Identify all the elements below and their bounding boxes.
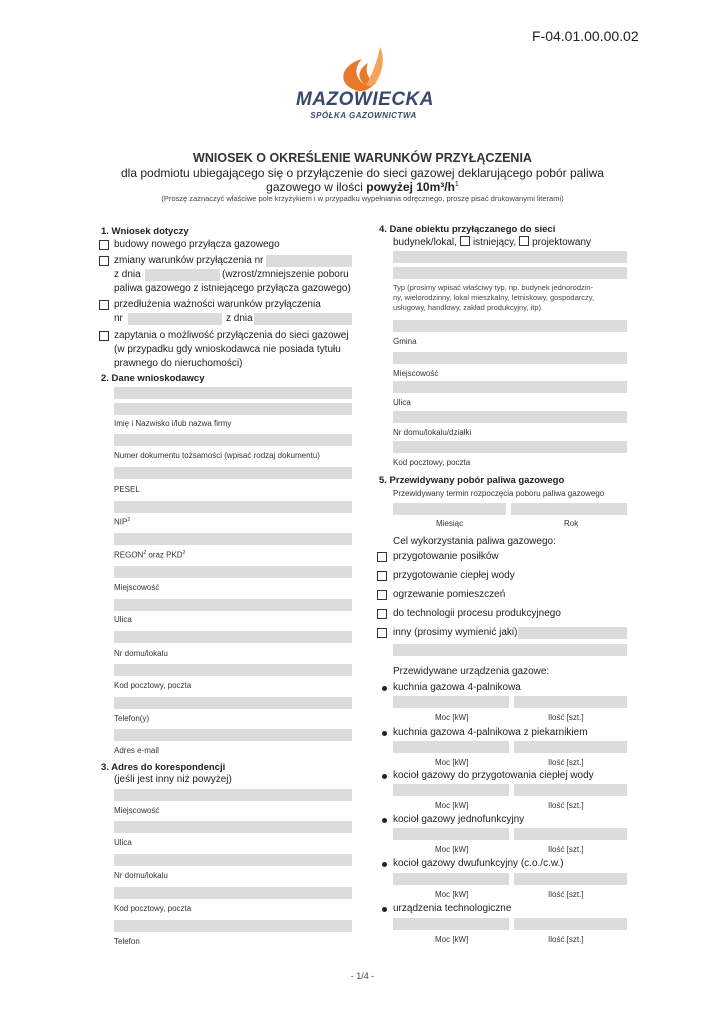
applicant-city-field[interactable] [114, 566, 352, 578]
device-2-power-label: Moc [kW] [435, 758, 469, 767]
device-1-qty-label: Ilość [szt.] [548, 713, 584, 722]
applicant-house-label: Nr domu/lokalu [114, 649, 168, 658]
nip-sup: 2 [127, 517, 131, 523]
object-postal-label: Kod pocztowy, poczta [393, 458, 471, 467]
bullet-icon [382, 862, 387, 867]
subtitle-bold: powyżej 10m³/h [366, 180, 455, 194]
section-2-heading: 2. Dane wnioskodawcy [101, 373, 205, 384]
start-term-label: Przewidywany termin rozpoczęcia poboru paliwa gazowego [393, 489, 605, 498]
object-house-field[interactable] [393, 411, 627, 423]
device-1-label: kuchnia gazowa 4-palnikowa [393, 682, 521, 693]
purpose-heating: ogrzewanie pomieszczeń [393, 589, 506, 600]
corr-house-field[interactable] [114, 854, 352, 866]
applicant-name-field-1[interactable] [114, 387, 352, 399]
checkbox-existing[interactable] [460, 236, 470, 246]
change-note-2: paliwa gazowego z istniejącego przyłącza gazowego) [114, 283, 351, 294]
checkbox-projected[interactable] [519, 236, 529, 246]
device-3-power-label: Moc [kW] [435, 801, 469, 810]
device-5-label: kocioł gazowy dwufunkcyjny (c.o./c.w.) [393, 858, 564, 869]
logo-name: MAZOWIECKA [296, 89, 434, 110]
device-4-power-field[interactable] [393, 828, 509, 840]
device-6-label: urządzenia technologiczne [393, 903, 512, 914]
corr-postal-label: Kod pocztowy, poczta [114, 904, 192, 913]
inquiry-note-1: (w przypadku gdy wnioskodawca nie posiada tytułu [114, 344, 341, 355]
device-6-qty-label: Ilość [szt.] [548, 935, 584, 944]
purpose-meals: przygotowanie posiłków [393, 551, 499, 562]
device-6-power-field[interactable] [393, 918, 509, 930]
form-subtitle-2 [0, 180, 725, 194]
change-note-1: (wzrost/zmniejszenie poboru [222, 269, 349, 280]
device-2-qty-label: Ilość [szt.] [548, 758, 584, 767]
pkd-sup: 2 [182, 550, 186, 556]
device-4-label: kocioł gazowy jednofunkcyjny [393, 814, 525, 825]
regon-text: REGON [114, 550, 144, 560]
option-change-conditions: zmiany warunków przyłączenia nr [114, 255, 264, 266]
checkbox-production[interactable] [377, 609, 387, 619]
object-type-field-1[interactable] [393, 251, 627, 263]
object-commune-label: Gmina [393, 337, 417, 346]
option-inquiry: zapytania o możliwość przyłączenia do sieci gazowej [114, 330, 349, 341]
purpose-other-field-1[interactable] [518, 627, 627, 639]
device-5-power-field[interactable] [393, 873, 509, 885]
section-3-note: (jeśli jest inny niż powyżej) [114, 774, 232, 785]
corr-house-label: Nr domu/lokalu [114, 871, 168, 880]
year-label: Rok [564, 519, 579, 528]
form-code: F-04.01.00.00.02 [532, 28, 639, 44]
form-subtitle-1: dla podmiotu ubiegającego się o przyłączenie do sieci gazowej deklarującego pobór paliwa [121, 166, 604, 180]
applicant-street-field[interactable] [114, 599, 352, 611]
logo-subtitle: SPÓŁKA GAZOWNICTWA [310, 111, 417, 120]
applicant-postal-field[interactable] [114, 664, 352, 676]
extend-date-label: z dnia [226, 313, 253, 324]
form-title: WNIOSEK O OKREŚLENIE WARUNKÓW PRZYŁĄCZENIA [193, 151, 532, 165]
object-street-label: Ulica [393, 398, 411, 407]
device-5-qty-field[interactable] [514, 873, 627, 885]
purpose-label: Cel wykorzystania paliwa gazowego: [393, 536, 556, 547]
device-1-power-label: Moc [kW] [435, 713, 469, 722]
bullet-icon [382, 907, 387, 912]
change-date-field[interactable] [145, 269, 220, 281]
change-date-label: z dnia [114, 269, 141, 280]
applicant-street-label: Ulica [114, 615, 132, 624]
device-3-label: kocioł gazowy do przygotowania ciepłej wody [393, 770, 594, 781]
regon-sup: 2 [143, 550, 147, 556]
object-type-note-3: usługowy, handlowy, zakład produkcyjny, itp). [393, 303, 544, 312]
applicant-name-field-2[interactable] [114, 403, 352, 415]
start-month-field[interactable] [393, 503, 506, 515]
checkbox-inquiry[interactable] [99, 331, 109, 341]
extend-number-label: nr [114, 313, 123, 324]
object-type-note-1: Typ (prosimy wpisać właściwy typ, np. budynek jednorodzin- [393, 283, 594, 292]
bullet-icon [382, 686, 387, 691]
checkbox-heating[interactable] [377, 590, 387, 600]
option-extend-validity: przedłużenia ważności warunków przyłączenia [114, 299, 321, 310]
object-city-label: Miejscowość [393, 369, 439, 378]
id-document-field[interactable] [114, 434, 352, 446]
building-type-row [393, 236, 591, 248]
corr-phone-label: Telefon [114, 937, 140, 946]
company-logo [296, 45, 434, 123]
subtitle-text: gazowego w ilości [266, 180, 367, 194]
flame-icon [296, 45, 431, 95]
building-label: budynek/lokal, [393, 237, 457, 248]
device-4-qty-field[interactable] [514, 828, 627, 840]
page-number: - 1/4 - [350, 971, 375, 981]
device-1-power-field[interactable] [393, 696, 509, 708]
object-house-label: Nr domu/lokalu/działki [393, 428, 472, 437]
applicant-email-field[interactable] [114, 729, 352, 741]
checkbox-other[interactable] [377, 628, 387, 638]
corr-street-field[interactable] [114, 821, 352, 833]
regon-label [114, 550, 185, 560]
applicant-phone-label: Telefon(y) [114, 714, 150, 723]
inquiry-note-2: prawnego do nieruchomości) [114, 358, 243, 369]
applicant-city-label: Miejscowość [114, 583, 160, 592]
checkbox-hot-water[interactable] [377, 571, 387, 581]
corr-street-label: Ulica [114, 838, 132, 847]
purpose-hot-water: przygotowanie ciepłej wody [393, 570, 515, 581]
purpose-other-field-2[interactable] [393, 644, 627, 656]
device-2-qty-field[interactable] [514, 741, 627, 753]
device-5-power-label: Moc [kW] [435, 890, 469, 899]
section-3-heading: 3. Adres do korespondencji [101, 762, 226, 773]
start-year-field[interactable] [511, 503, 627, 515]
object-city-field[interactable] [393, 352, 627, 364]
corr-city-label: Miejscowość [114, 806, 160, 815]
regon-field[interactable] [114, 533, 352, 545]
bullet-icon [382, 818, 387, 823]
option-new-connection: budowy nowego przyłącza gazowego [114, 239, 280, 250]
devices-label: Przewidywane urządzenia gazowe: [393, 666, 550, 677]
device-1-qty-field[interactable] [514, 696, 627, 708]
object-postal-field[interactable] [393, 441, 627, 453]
bullet-icon [382, 731, 387, 736]
purpose-other: inny (prosimy wymienić jaki) [393, 627, 518, 638]
purpose-production: do technologii procesu produkcyjnego [393, 608, 561, 619]
corr-phone-field[interactable] [114, 920, 352, 932]
checkbox-change-conditions[interactable] [99, 256, 109, 266]
object-type-note-2: ny, wielorodzinny, lokal mieszkalny, letniskowy, gospodarczy, [393, 293, 595, 302]
device-3-qty-field[interactable] [514, 784, 627, 796]
applicant-postal-label: Kod pocztowy, poczta [114, 681, 192, 690]
object-street-field[interactable] [393, 381, 627, 393]
extend-date-field[interactable] [254, 313, 352, 325]
applicant-phone-field[interactable] [114, 697, 352, 709]
nip-text: NIP [114, 517, 128, 527]
device-4-qty-label: Ilość [szt.] [548, 845, 584, 854]
object-commune-field[interactable] [393, 320, 627, 332]
existing-label: istniejący, [472, 237, 517, 248]
section-4-heading: 4. Dane obiektu przyłączanego do sieci [379, 224, 556, 235]
pesel-label: PESEL [114, 485, 140, 494]
device-2-label: kuchnia gazowa 4-palnikowa z piekarnikiem [393, 727, 588, 738]
nip-field[interactable] [114, 501, 352, 513]
applicant-email-label: Adres e-mail [114, 746, 159, 755]
regon-mid: oraz PKD [146, 550, 183, 560]
change-number-field[interactable] [266, 255, 352, 267]
device-2-power-field[interactable] [393, 741, 509, 753]
checkbox-extend-validity[interactable] [99, 300, 109, 310]
device-6-power-label: Moc [kW] [435, 935, 469, 944]
bullet-icon [382, 774, 387, 779]
object-type-field-2[interactable] [393, 267, 627, 279]
checkbox-new-connection[interactable] [99, 240, 109, 250]
device-4-power-label: Moc [kW] [435, 845, 469, 854]
extend-number-field[interactable] [128, 313, 222, 325]
corr-city-field[interactable] [114, 789, 352, 801]
month-label: Miesiąc [436, 519, 464, 528]
corr-postal-field[interactable] [114, 887, 352, 899]
device-3-power-field[interactable] [393, 784, 509, 796]
device-5-qty-label: Ilość [szt.] [548, 890, 584, 899]
device-3-qty-label: Ilość [szt.] [548, 801, 584, 810]
pesel-field[interactable] [114, 467, 352, 479]
subtitle-sup: 1 [454, 181, 459, 188]
section-1-heading: 1. Wniosek dotyczy [101, 226, 189, 237]
device-6-qty-field[interactable] [514, 918, 627, 930]
section-5-heading: 5. Przewidywany pobór paliwa gazowego [379, 475, 565, 486]
instructions: (Proszę zaznaczyć właściwe pole krzyżykiem i w przypadku wypełniania odręcznego, proszę pisać drukowanymi literami) [161, 194, 564, 203]
id-document-label: Numer dokumentu tożsamości (wpisać rodzaj dokumentu) [114, 451, 320, 460]
applicant-name-label: Imię i Nazwisko i/lub nazwa firmy [114, 419, 232, 428]
checkbox-meals[interactable] [377, 552, 387, 562]
projected-label: projektowany [532, 237, 592, 248]
applicant-house-field[interactable] [114, 631, 352, 643]
nip-label [114, 517, 130, 527]
